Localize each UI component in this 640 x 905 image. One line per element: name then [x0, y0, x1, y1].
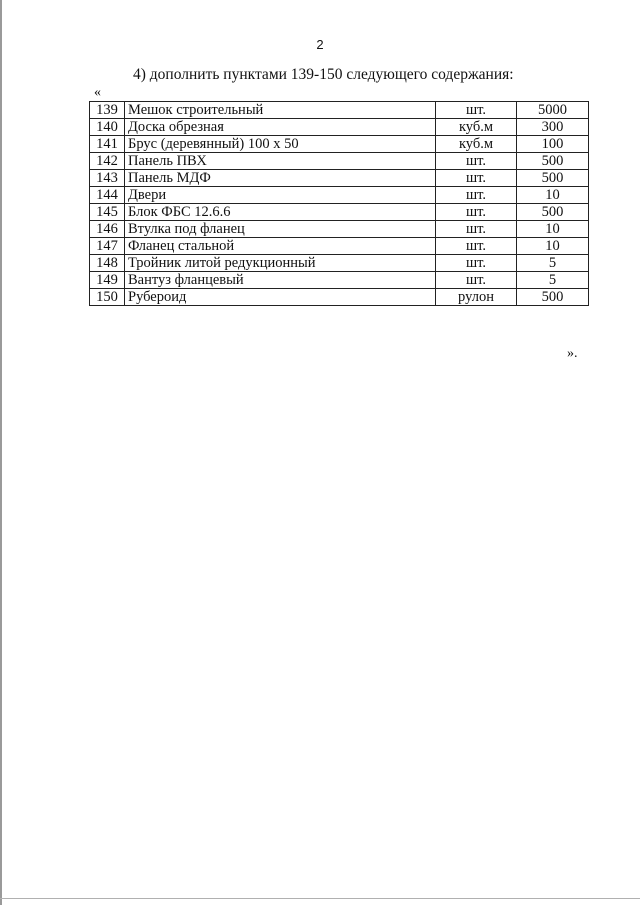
item-name-cell: Двери	[125, 187, 436, 204]
item-name-cell: Доска обрезная	[125, 119, 436, 136]
item-name-cell: Вантуз фланцевый	[125, 272, 436, 289]
item-number-cell: 143	[90, 170, 125, 187]
item-unit-cell: шт.	[436, 272, 517, 289]
item-name-cell: Блок ФБС 12.6.6	[125, 204, 436, 221]
item-name-cell: Рубероид	[125, 289, 436, 306]
item-name-cell: Мешок строительный	[125, 102, 436, 119]
item-unit-cell: шт.	[436, 238, 517, 255]
item-unit-cell: шт.	[436, 221, 517, 238]
items-table-body	[90, 102, 589, 306]
item-number-cell: 139	[90, 102, 125, 119]
page-bottom-edge	[0, 898, 640, 899]
item-number-cell: 148	[90, 255, 125, 272]
item-number-cell: 142	[90, 153, 125, 170]
item-quantity-cell: 10	[517, 187, 589, 204]
item-number-cell: 144	[90, 187, 125, 204]
item-quantity-cell: 500	[517, 289, 589, 306]
item-quantity-cell: 10	[517, 221, 589, 238]
item-name-cell: Брус (деревянный) 100 х 50	[125, 136, 436, 153]
item-unit-cell: шт.	[436, 255, 517, 272]
table-row	[90, 187, 589, 204]
item-quantity-cell: 10	[517, 238, 589, 255]
item-quantity-cell: 5	[517, 272, 589, 289]
item-unit-cell: шт.	[436, 102, 517, 119]
item-number-cell: 147	[90, 238, 125, 255]
closing-quote: ».	[567, 346, 578, 361]
item-quantity-cell: 500	[517, 204, 589, 221]
table-row	[90, 204, 589, 221]
item-unit-cell: рулон	[436, 289, 517, 306]
amendment-intro: 4) дополнить пунктами 139-150 следующего содержания:	[133, 66, 514, 83]
item-quantity-cell: 500	[517, 170, 589, 187]
opening-quote: «	[94, 85, 101, 100]
table-row	[90, 238, 589, 255]
table-row	[90, 221, 589, 238]
item-unit-cell: куб.м	[436, 136, 517, 153]
item-number-cell: 150	[90, 289, 125, 306]
item-unit-cell: шт.	[436, 170, 517, 187]
item-number-cell: 146	[90, 221, 125, 238]
item-name-cell: Тройник литой редукционный	[125, 255, 436, 272]
page-left-edge	[0, 0, 2, 905]
item-number-cell: 141	[90, 136, 125, 153]
item-quantity-cell: 100	[517, 136, 589, 153]
item-name-cell: Панель МДФ	[125, 170, 436, 187]
item-quantity-cell: 5000	[517, 102, 589, 119]
table-row	[90, 119, 589, 136]
item-name-cell: Фланец стальной	[125, 238, 436, 255]
table-row	[90, 153, 589, 170]
item-unit-cell: шт.	[436, 187, 517, 204]
item-number-cell: 140	[90, 119, 125, 136]
table-row	[90, 255, 589, 272]
item-name-cell: Втулка под фланец	[125, 221, 436, 238]
item-name-cell: Панель ПВХ	[125, 153, 436, 170]
table-row	[90, 102, 589, 119]
table-row	[90, 170, 589, 187]
item-quantity-cell: 5	[517, 255, 589, 272]
page-number: 2	[316, 37, 324, 52]
item-unit-cell: шт.	[436, 153, 517, 170]
item-quantity-cell: 500	[517, 153, 589, 170]
item-number-cell: 145	[90, 204, 125, 221]
items-table	[89, 101, 589, 306]
table-row	[90, 289, 589, 306]
item-number-cell: 149	[90, 272, 125, 289]
item-unit-cell: куб.м	[436, 119, 517, 136]
table-row	[90, 272, 589, 289]
item-quantity-cell: 300	[517, 119, 589, 136]
table-row	[90, 136, 589, 153]
item-unit-cell: шт.	[436, 204, 517, 221]
